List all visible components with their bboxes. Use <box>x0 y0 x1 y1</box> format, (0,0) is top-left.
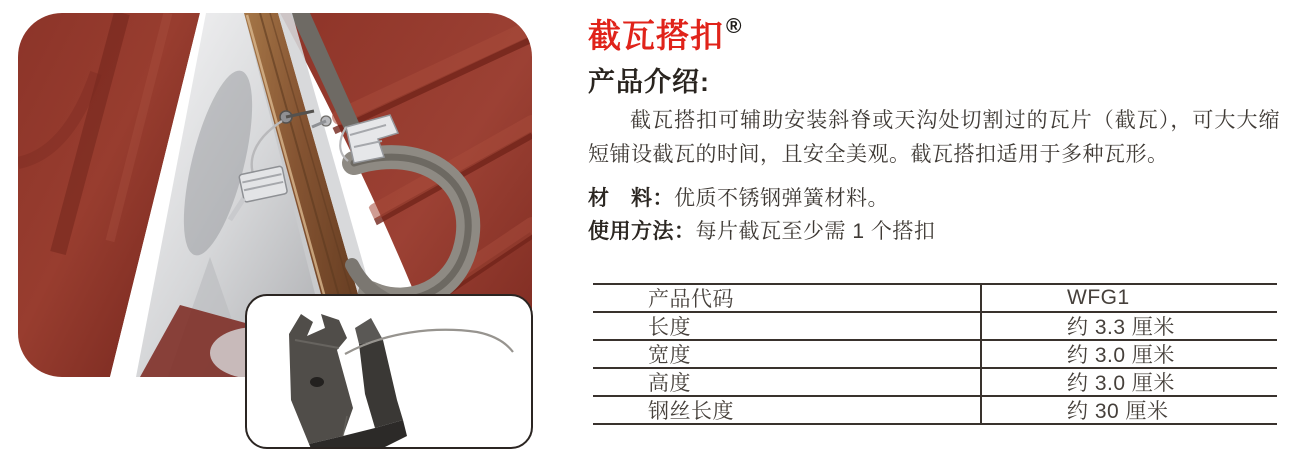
spec-row-product-code <box>593 285 1277 313</box>
clip-body <box>289 314 407 447</box>
material-label: 材 料： <box>588 187 674 210</box>
section-heading: 产品介绍: <box>588 67 710 97</box>
spec-value: WFG1 <box>980 285 1277 311</box>
spec-value: 约 3.0 厘米 <box>980 341 1277 367</box>
spec-label: 宽度 <box>648 344 691 367</box>
spec-row-length <box>593 313 1277 341</box>
product-title <box>588 10 741 57</box>
product-description: 截瓦搭扣可辅助安装斜脊或天沟处切割过的瓦片（截瓦），可大大缩短铺设截瓦的时间，且安全美观。截瓦搭扣适用于多种瓦形。 <box>588 109 1280 166</box>
spec-row-height <box>593 369 1277 397</box>
spec-row-wire-length <box>593 397 1277 423</box>
material-line <box>588 182 889 212</box>
spec-value: 约 3.0 厘米 <box>980 369 1277 395</box>
product-closeup-inset <box>245 294 533 449</box>
material-value: 优质不锈钢弹簧材料。 <box>674 187 889 210</box>
clip-closeup-graphic <box>247 296 531 447</box>
product-title-text: 截瓦搭扣 <box>588 17 724 54</box>
spec-value: 约 30 厘米 <box>980 397 1277 423</box>
spec-label: 高度 <box>648 372 691 395</box>
usage-value: 每片截瓦至少需 1 个搭扣 <box>695 220 936 243</box>
spec-label: 产品代码 <box>648 288 734 311</box>
spec-label: 长度 <box>648 316 691 339</box>
registered-trademark-symbol: ® <box>726 15 742 38</box>
spec-table <box>593 283 1277 425</box>
usage-line <box>588 215 935 245</box>
spec-value: 约 3.3 厘米 <box>980 313 1277 339</box>
spec-row-width <box>593 341 1277 369</box>
usage-label: 使用方法： <box>588 220 696 243</box>
spec-label: 钢丝长度 <box>648 400 734 423</box>
